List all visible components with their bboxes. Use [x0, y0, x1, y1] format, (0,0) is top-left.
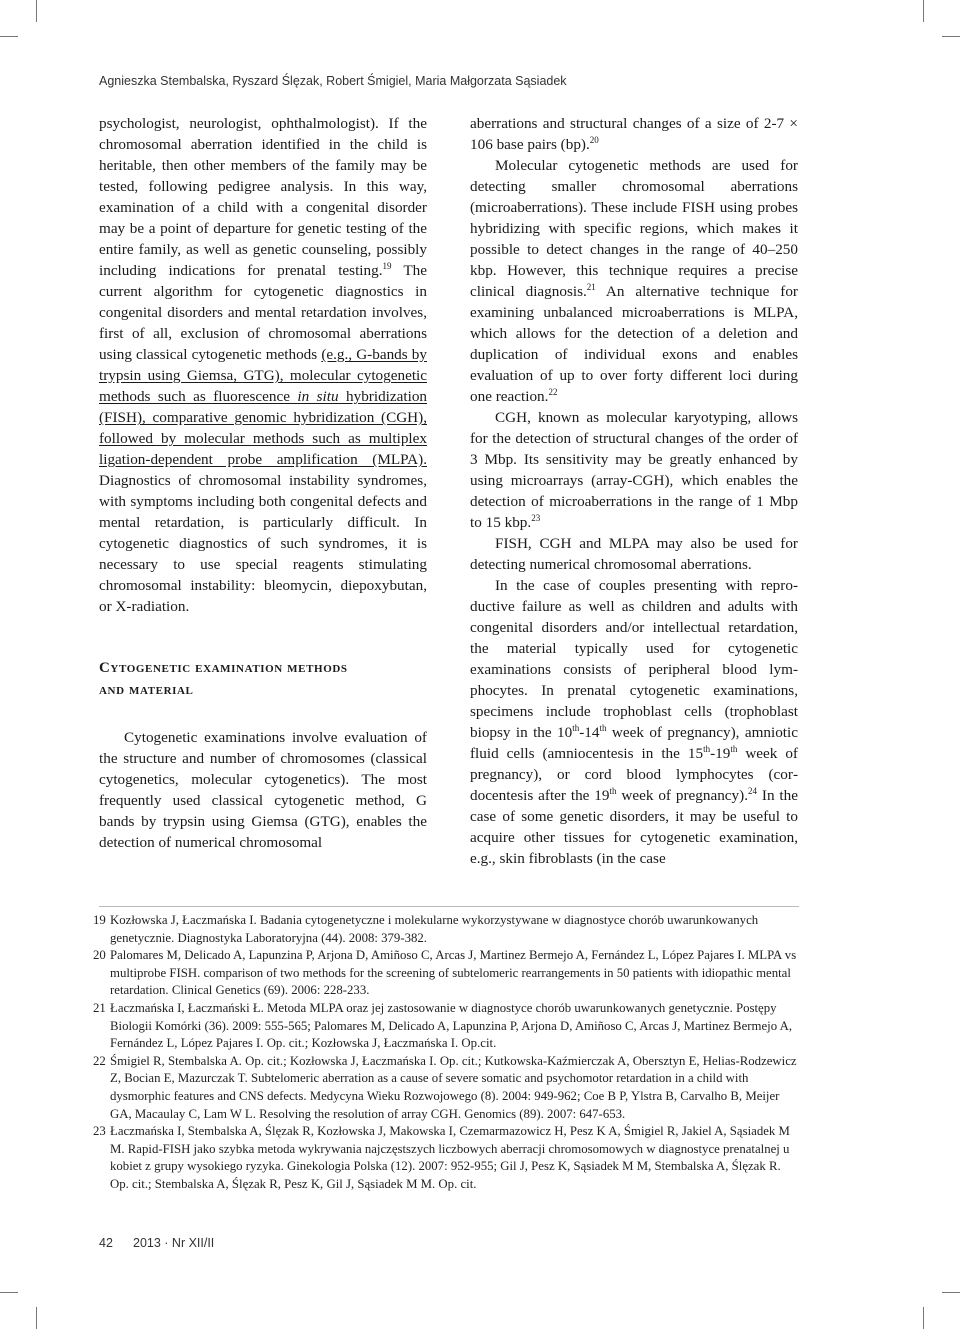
underlined-passage — [99, 346, 427, 468]
footnote-number: 20 — [93, 948, 106, 963]
text-run: week of pregnancy), or cord blood lymphocytes (cordocentesis after the 19 — [470, 745, 798, 804]
text-run: psychologist, neurologist, ophthalmologist). If the chromosomal aberration identified in the child is heritable, then other members of the family may be tested, following pedigree analysis. In this way, examination of a child with a congenital disorder may be a point of departure for genetic testing of the entire family, as well as genetic counseling, possibly including indications for prenatal testing. — [99, 115, 427, 279]
body-paragraph — [470, 575, 798, 869]
citation-ref: 22 — [548, 387, 558, 397]
heading-line: and material — [99, 682, 194, 698]
crop-mark — [942, 1292, 960, 1293]
right-column — [470, 113, 798, 869]
citation-ref: 24 — [748, 786, 757, 796]
text-run: -19 — [710, 745, 731, 762]
crop-mark — [36, 0, 37, 22]
page-number: 42 — [99, 1236, 113, 1250]
section-heading — [99, 657, 427, 701]
text-run: Diagnostics of chromosomal instability syndromes, with symptoms including both congenital defects and mental retardation, is particularly difficult. In cytogenetic diagnostics of such syndromes, it is necessary to use special reagents stimulating chromosomal instability: bleomycin, diepoxybutan, or X-radiation. — [99, 472, 427, 615]
footnote — [93, 1053, 799, 1123]
footnote-number: 22 — [93, 1053, 106, 1068]
footnote-text: Łaczmańska I, Łaczmański Ł. Metoda MLPA oraz jej zastosowanie w diagnostyce chorób uwarunkowanych genetycznie. Postępy Biologii Komórki (36). 2009: 555-565; Palomares M, Delicado A, Lapunzina P, Arjona D, Amiñoso C, Arcas J, Martinez Bermejo A, Fernández L, López Pajares I. Op. cit.; Kozłowska J, Łaczmańska I. Op.cit. — [110, 1000, 793, 1051]
text-run: week of pregnancy). — [616, 787, 748, 804]
text-run: In the case of couples presenting with reproductive failure as well as children and adults with congenital disorders and/or intellectual retardation, the material typically used for cytogenetic examinations consists of peripheral blood lymphocytes. In prenatal cytogenetic examinations, specimens include trophoblast cells (trophoblast biopsy in the 10 — [470, 577, 798, 741]
footnote-text: Łaczmańska I, Stembalska A, Ślęzak R, Kozłowska J, Makowska I, Czemarmazowicz H, Pesz K A, Śmigiel R, Jakiel A, Sąsiadek M M. Rapid-FISH jako szybka metoda wykrywania najczęstszych liczbowych aberracji chromosomowych w diagnostyce prenatalnej u kobiet z grupy wysokiego ryzyka. Ginekologia Polska (12). 2007: 952-955; Gil J, Pesz K, Sąsiadek M M, Stembalska A, Ślęzak R. Op. cit.; Stembalska A, Ślęzak R, Pesz K, Gil J, Sąsiadek M M. Op. cit. — [110, 1124, 790, 1191]
text-run: (e.g., G-bands by trypsin using Giemsa, GTG), molecular cytogenetic methods such as fluorescence — [99, 346, 427, 405]
ordinal-suffix: th — [730, 744, 738, 754]
footnote-number: 21 — [93, 1000, 106, 1015]
footnote — [93, 912, 799, 947]
citation-ref: 20 — [589, 135, 599, 145]
footnote — [93, 1000, 799, 1053]
footnote — [93, 1123, 799, 1193]
footnote-divider — [99, 906, 799, 907]
footnote-number: 19 — [93, 913, 106, 927]
crop-mark — [942, 36, 960, 37]
crop-mark — [0, 1292, 18, 1293]
text-run: The current algorithm for cytogenetic diagnostics in congenital disorders and mental retardation involves, first of all, exclusion of chromosomal aberrations using classical cytogenetic methods — [99, 262, 427, 363]
text-run: week of pregnancy), amniotic fluid cells (amniocentesis in the 15 — [470, 724, 798, 762]
footnote-number: 23 — [93, 1124, 106, 1139]
page-footer — [99, 1236, 214, 1250]
crop-mark — [0, 36, 18, 37]
footnote-text: Kozłowska J, Łaczmańska I. Badania cytogenetyczne i molekularne wykorzystywane w diagnostyce chorób uwarunkowanych genetycznie. Diagnostyka Laboratoryjna (44). 2008: 379-382. — [110, 913, 759, 945]
citation-ref: 21 — [586, 282, 596, 292]
text-run: -14 — [579, 724, 600, 741]
body-paragraph — [99, 113, 427, 617]
footnote-text: Śmigiel R, Stembalska A. Op. cit.; Kozłowska J, Łaczmańska I. Op. cit.; Kutkowska-Kaźmierczak A, Obersztyn E, Helias-Rodzewicz Z, Bocian E, Mazurczak T. Subtelomeric aberration as a cause of severe somatic and psychomotor retardation in a child with dysmorphic features and CNS defects. Medycyna Wieku Rozwojowego (8). 2004: 949-962; Coe B P, Ylstra B, Carvalho B, Meijer GA, Macaulay C, Lam W L. Resolving the resolution of array CGH. Genomics (89). 2007: 647-653. — [110, 1053, 797, 1121]
citation-ref: 23 — [531, 513, 541, 523]
ordinal-suffix: th — [599, 723, 607, 733]
text-run: aberrations and structural changes of a size of 2-7 × 106 base pairs (bp). — [470, 115, 798, 153]
crop-mark — [923, 1307, 924, 1329]
heading-line: Cytogenetic examination methods — [99, 660, 348, 676]
body-paragraph: FISH, CGH and MLPA may also be used for detecting numerical chromosomal aberrations. — [470, 535, 798, 573]
left-column — [99, 113, 427, 853]
text-run: An alternative technique for examining unbalanced microaberrations is MLPA, which allows for the detection of a deletion and duplication of individual exons and enables evaluation of up to over forty different loci during one reaction. — [470, 283, 798, 405]
ordinal-suffix: th — [703, 744, 711, 754]
crop-mark — [923, 0, 924, 22]
running-head: Agnieszka Stembalska, Ryszard Ślęzak, Robert Śmigiel, Maria Małgorzata Sąsiadek — [99, 74, 567, 88]
footnote — [93, 947, 799, 1000]
citation-ref: 19 — [382, 261, 392, 271]
body-paragraph — [470, 407, 798, 533]
footnotes — [93, 912, 799, 1194]
text-run: hybridization (FISH), comparative genomic hybridization (CGH), followed by molecular methods such as multiplex ligation-dependent probe amplification (MLPA). — [99, 388, 428, 468]
italic-term: in situ — [297, 388, 339, 405]
ordinal-suffix: th — [572, 723, 580, 733]
body-paragraph — [470, 155, 798, 407]
footnote-text: Palomares M, Delicado A, Lapunzina P, Arjona D, Amiñoso C, Arcas J, Martinez Bermejo A, Fernández L, López Pajares I. MLPA vs multiprobe FISH. comparison of two methods for the screening of subtelomeric rearrangements in 50 patients with idiopathic mental retardation. Clinical Genetics (69). 2006: 228-233. — [110, 948, 797, 998]
crop-mark — [36, 1307, 37, 1329]
text-run: CGH, known as molecular karyotyping, allows for the detection of structural changes of the order of 3 Mbp. Its sensitivity may be greatly enhanced by using microarrays (array-CGH), which enables the detection of microaberrations in the range of 1 Mbp to 15 kbp. — [470, 409, 798, 531]
body-paragraph: Cytogenetic examinations involve evaluation of the structure and number of chromosomes (classical cytogenetics, molecular cytogenetics). The most frequently used classical cytogenetic method, G bands by trypsin using Giemsa (GTG), enables the detection of numerical chromosomal — [99, 729, 427, 851]
text-run: In the case of some genetic disorders, it may be useful to acquire other tissues for cytogenetic examination, e.g., skin fibroblasts (in the case — [470, 787, 798, 867]
ordinal-suffix: th — [609, 786, 617, 796]
issue-label: 2013 · Nr XII/II — [133, 1236, 215, 1250]
body-paragraph — [470, 113, 798, 155]
text-run: Molecular cytogenetic methods are used for detecting smaller chromosomal aberrations (microaberrations). These include FISH using probes hybridizing with specific regions, which makes it possible to detect changes in the range of 40–250 kbp. However, this technique requires a precise clinical diagnosis. — [470, 157, 798, 300]
